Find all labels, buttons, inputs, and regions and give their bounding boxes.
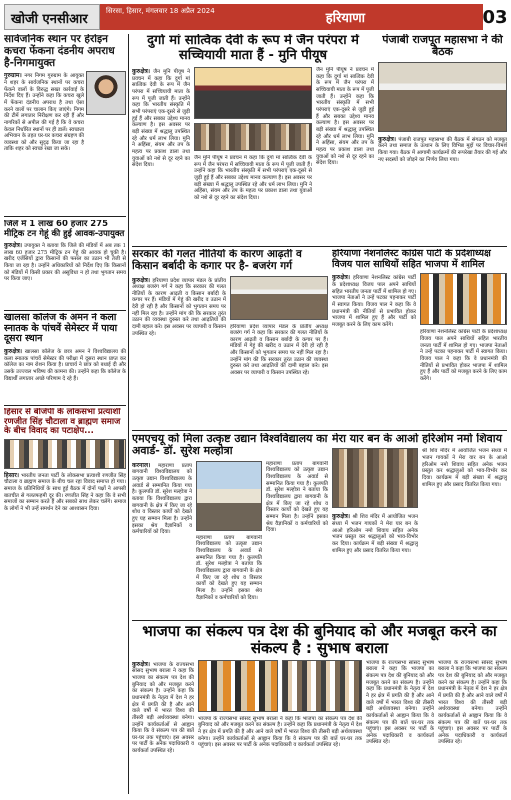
article-headline: जिले में 1 लाख 60 हजार 275 मीट्रिक टन गेहूं की हुई आवक-उपायुक्त [4,220,125,239]
article-body-cont: महाराणा प्रताप बागवानी विश्वविद्यालय को उत्कृष्ट उद्यान विश्वविद्यालय के अवार्ड से सम्मानित किया गया है। कुलपति डॉ. सुरेश मल्होत्रा ने बताया कि विश्वविद्यालय द्वारा बागवानी के क्षेत्र में किए जा रहे शोध व विस्तार कार्यों को देखते हुए यह सम्मान मिला है। उन्होंने इसका श्रेय वैज्ञानिकों व कर्मचारियों को दिया। [196,534,262,601]
article-photo [86,71,126,115]
article-body: खालसा कॉलेज के छात्र अमन ने विश्वविद्यालय की कला स्नातक पांचवें सेमेस्टर की परीक्षा में दूसरा स्थान प्राप्त कर कॉलेज का नाम रोशन किया है। प्राचार्य ने छात्र को बधाई दी और उसके उज्ज्वल भविष्य की कामना की। उन्होंने कहा कि कॉलेज के विद्यार्थी लगातार अच्छे परिणाम दे रहे हैं। [4,348,126,382]
article-body-cont: हरियाणा प्रदेश व्यापार मंडल के प्रांतीय अध्यक्ष बजरंग गर्ग ने कहा कि सरकार की गलत नीतियों के कारण आढ़ती व किसान बर्बादी के कगार पर हैं। मंडियों में गेहूं की खरीद व उठान में देरी हो रही है और किसानों को भुगतान समय पर नहीं मिल रहा है। उन्होंने मांग की कि सरकार तुरंत उठान की व्यवस्था दुरुस्त करे तथा आढ़तियों की दामी बहाल करे। इस अवसर पर व्यापारी व किसान उपस्थित रहे। [230,323,328,377]
article-body: हरियाणा प्रदेश व्यापार मंडल के प्रांतीय अध्यक्ष बजरंग गर्ग ने कहा कि सरकार की गलत नीतियों के कारण आढ़ती व किसान बर्बादी के कगार पर हैं। मंडियों में गेहूं की खरीद व उठान में देरी हो रही है और किसानों को भुगतान समय पर नहीं मिल रहा है। उन्होंने मांग की कि सरकार तुरंत उठान की व्यवस्था दुरुस्त करे तथा आढ़तियों की दामी बहाल करे। इस अवसर पर व्यापारी व किसान उपस्थित रहे। [132,277,226,337]
article-photo [230,276,328,320]
masthead-bar [100,4,481,30]
article-body-cont: भाजपा के राज्यसभा सांसद सुभाष बराला ने कहा कि भाजपा का संकल्प पत्र देश की बुनियाद को और मजबूत करने का संकल्प है। उन्होंने कहा कि प्रधानमंत्री के नेतृत्व में देश ने हर क्षेत्र में प्रगति की है और आने वाले वर्षों में भारत विश्व की तीसरी बड़ी अर्थव्यवस्था बनेगा। उन्होंने कार्यकर्ताओं से आह्वान किया कि वे संकल्प पत्र की बातें घर-घर तक पहुंचाएं। इस अवसर पर पार्टी के अनेक पदाधिकारी व कार्यकर्ता उपस्थित रहे। [198,715,362,749]
edition-date: सिरसा, हिसार, मंगलवार 18 अप्रैल 2024 [106,7,215,15]
article-photo [198,660,278,712]
article-headline: दुर्गा मां सात्विक देवी के रूप में जैन परंपरा में सच्चियायी माता हैं - मुनि पीयूष [147,34,359,63]
article-photo [4,439,126,469]
article-body-cont: श्री शिव मंदिर में आयोजित भजन संध्या में भजन गायकों ने मेरा यार बन के आओ हरिओम नमो शिवाय सहित अनेक भजन प्रस्तुत कर श्रद्धालुओं को भाव-विभोर कर दिया। कार्यक्रम में बड़ी संख्या में श्रद्धालु शामिल हुए और प्रसाद वितरित किया गया। [422,448,507,488]
article-bhajan-sandhya: मेरा यार बन के आओ हरिओम नमो शिवाय कुरुक्षेत्र। श्री शिव मंदिर में आयोजित भजन संध्या में भजन गायकों ने मेरा यार बन के आओ हरिओम नमो शिवाय सहित अनेक भजन प्रस्तुत कर श्रद्धालुओं को भाव-विभोर कर दिया। कार्यक्रम में बड़ी संख्या में श्रद्धालु शामिल हुए और प्रसाद वितरित किया गया। श्री शिव मंदिर में आयोजित भजन संध्या में भजन गायकों ने मेरा यार बन के आओ हरिओम नमो शिवाय सहित अनेक भजन प्रस्तुत कर श्रद्धालुओं को भाव-विभोर कर दिया। कार्यक्रम में बड़ी संख्या में श्रद्धालु शामिल हुए और प्रसाद वितरित किया गया। [332,433,507,554]
article-headline: पंजाबी राजपूत महासभा ने की बैठक [382,34,503,59]
article-photo [420,273,507,325]
article-vijay-pal: हरियाणा नेशनलिस्ट कांग्रेस पार्टी के प्रदेशाध्यक्ष विजय पाल साथियों सहित भाजपा में शामिल कुरुक्षेत्र। हरियाणा नेशनलिस्ट कांग्रेस पार्टी के प्रदेशाध्यक्ष विजय पाल अपने साथियों सहित भारतीय जनता पार्टी में शामिल हो गए। भाजपा नेताओं ने उन्हें पटका पहनाकर पार्टी में स्वागत किया। विजय पाल ने कहा कि वे प्रधानमंत्री की नीतियों से प्रभावित होकर भाजपा में शामिल हुए हैं और पार्टी को मजबूत करने के लिए काम करेंगे। हरियाणा नेशनलिस्ट कांग्रेस पार्टी के प्रदेशाध्यक्ष विजय पाल अपने साथियों सहित भारतीय जनता पार्टी में शामिल हो गए। भाजपा नेताओं ने उन्हें पटका पहनाकर पार्टी में स्वागत किया। विजय पाल ने कहा कि वे प्रधानमंत्री की नीतियों से प्रभावित होकर भाजपा में शामिल हुए हैं और पार्टी को मजबूत करने के लिए काम करेंगे। [332,249,507,382]
article-photo-2 [282,660,362,712]
article-photo-2 [194,123,312,151]
article-photo [196,461,262,531]
article-hisar-bjp: हिसार से बीजेपी के लोकसभा प्रत्याशी रणजीत सिंह चौटाला व ब्राह्मण समाज के बीच विवाद का पटाक्षेप... हिसार। भारतीय जनता पार्टी के लोकसभा प्रत्याशी रणजीत सिंह चौटाला व ब्राह्मण समाज के बीच चल रहा विवाद समाप्त हो गया। समाज के प्रतिनिधियों के साथ हुई बैठक में दोनों पक्षों ने आपसी बातचीत से गलतफहमी दूर की। रणजीत सिंह ने कहा कि वे सभी समाजों का सम्मान करते हैं और सबको साथ लेकर चलेंगे। समाज के लोगों ने भी उन्हें समर्थन देने का आश्वासन दिया। [4,408,126,512]
article-body-cont-2: महाराणा प्रताप बागवानी विश्वविद्यालय को उत्कृष्ट उद्यान विश्वविद्यालय के अवार्ड से सम्मानित किया गया है। कुलपति डॉ. सुरेश मल्होत्रा ने बताया कि विश्वविद्यालय द्वारा बागवानी के क्षेत्र में किए जा रहे शोध व विस्तार कार्यों को देखते हुए यह सम्मान मिला है। उन्होंने इसका श्रेय वैज्ञानिकों व कर्मचारियों को दिया। [266,460,328,534]
article-body-cont-3: भाजपा के राज्यसभा सांसद सुभाष बराला ने कहा कि भाजपा का संकल्प पत्र देश की बुनियाद को और मजबूत करने का संकल्प है। उन्होंने कहा कि प्रधानमंत्री के नेतृत्व में देश ने हर क्षेत्र में प्रगति की है और आने वाले वर्षों में भारत विश्व की तीसरी बड़ी अर्थव्यवस्था बनेगा। उन्होंने कार्यकर्ताओं से आह्वान किया कि वे संकल्प पत्र की बातें घर-घर तक पहुंचाएं। इस अवसर पर पार्टी के अनेक पदाधिकारी व कार्यकर्ता उपस्थित रहे। [438,659,507,746]
article-punjabi-rajput: पंजाबी राजपूत महासभा ने की बैठक कुरुक्षेत्र। पंजाबी राजपूत महासभा की बैठक में संगठन को मजबूत करने तथा समाज के उत्थान के लिए विभिन्न मुद्दों पर विचार-विमर्श किया गया। बैठक में आगामी कार्यक्रमों की रूपरेखा तैयार की गई और नए सदस्यों को जोड़ने का निर्णय लिया गया। [378,34,507,163]
article-subhash-barala: भाजपा का संकल्प पत्र देश की बुनियाद को और मजबूत करने का संकल्प है : सुभाष बराला कुरुक्षेत्र। भाजपा के राज्यसभा सांसद सुभाष बराला ने कहा कि भाजपा का संकल्प पत्र देश की बुनियाद को और मजबूत करने का संकल्प है। उन्होंने कहा कि प्रधानमंत्री के नेतृत्व में देश ने हर क्षेत्र में प्रगति की है और आने वाले वर्षों में भारत विश्व की तीसरी बड़ी अर्थव्यवस्था बनेगा। उन्होंने कार्यकर्ताओं से आह्वान किया कि वे संकल्प पत्र की बातें घर-घर तक पहुंचाएं। इस अवसर पर पार्टी के अनेक पदाधिकारी व कार्यकर्ता उपस्थित रहे। भाजपा के राज्यसभा सांसद सुभाष बराला ने कहा कि भाजपा का संकल्प पत्र देश की बुनियाद को और मजबूत करने का संकल्प है। उन्होंने कहा कि प्रधानमंत्री के नेतृत्व में देश ने हर क्षेत्र में प्रगति की है और आने वाले वर्षों में भारत विश्व की तीसरी बड़ी अर्थव्यवस्था बनेगा। उन्होंने कार्यकर्ताओं से आह्वान किया कि वे संकल्प पत्र की बातें घर-घर तक पहुंचाएं। इस अवसर पर पार्टी के अनेक पदाधिकारी व कार्यकर्ता उपस्थित रहे। भाजपा के राज्यसभा सांसद सुभाष बराला ने कहा कि भाजपा का संकल्प पत्र देश की बुनियाद को और मजबूत करने का संकल्प है। उन्होंने कहा कि प्रधानमंत्री के नेतृत्व में देश ने हर क्षेत्र में प्रगति की है और आने वाले वर्षों में भारत विश्व की तीसरी बड़ी अर्थव्यवस्था बनेगा। उन्होंने कार्यकर्ताओं से आह्वान किया कि वे संकल्प पत्र की बातें घर-घर तक पहुंचाएं। इस अवसर पर पार्टी के अनेक पदाधिकारी व कार्यकर्ता उपस्थित रहे। भाजपा के राज्यसभा सांसद सुभाष बराला ने कहा कि भाजपा का संकल्प पत्र देश की बुनियाद को और मजबूत करने का संकल्प है। उन्होंने कहा कि प्रधानमंत्री के नेतृत्व में देश ने हर क्षेत्र में प्रगति की है और आने वाले वर्षों में भारत विश्व की तीसरी बड़ी अर्थव्यवस्था बनेगा। उन्होंने कार्यकर्ताओं से आह्वान किया कि वे संकल्प पत्र की बातें घर-घर तक पहुंचाएं। इस अवसर पर पार्टी के अनेक पदाधिकारी व कार्यकर्ता उपस्थित रहे। [132,623,507,755]
article-body-cont-2: जैन मुनि पीयूष ने प्रवचन में कहा कि दुर्गा मां सात्विक देवी के रूप में जैन परंपरा में सच्चियायी माता के रूप में पूजी जाती हैं। उन्होंने कहा कि भारतीय संस्कृति में सभी परंपराएं एक-दूसरे से जुड़ी हुई हैं और सबका उद्देश्य मानव कल्याण है। इस अवसर पर बड़ी संख्या में श्रद्धालु उपस्थित रहे और धर्म लाभ लिया। मुनि ने अहिंसा, संयम और तप के महत्व पर प्रकाश डाला तथा युवाओं को नशे से दूर रहने का संदेश दिया। [316,67,374,167]
article-photo [378,62,507,132]
article-headline: सार्वजनिक स्थान पर हेरोइन कचरा फेंकना दंडनीय अपराध है-निगमायुक्त [4,34,115,69]
article-body: महाराणा प्रताप बागवानी विश्वविद्यालय को उत्कृष्ट उद्यान विश्वविद्यालय के अवार्ड से सम्मानित किया गया है। कुलपति डॉ. सुरेश मल्होत्रा ने बताया कि विश्वविद्यालय द्वारा बागवानी के क्षेत्र में किए जा रहे शोध व विस्तार कार्यों को देखते हुए यह सम्मान मिला है। उन्होंने इसका श्रेय वैज्ञानिकों व कर्मचारियों को दिया। [132,462,192,536]
article-body: पंजाबी राजपूत महासभा की बैठक में संगठन को मजबूत करने तथा समाज के उत्थान के लिए विभिन्न मुद्दों पर विचार-विमर्श किया गया। बैठक में आगामी कार्यक्रमों की रूपरेखा तैयार की गई और नए सदस्यों को जोड़ने का निर्णय लिया गया। [378,136,507,163]
article-body: जैन मुनि पीयूष ने प्रवचन में कहा कि दुर्गा मां सात्विक देवी के रूप में जैन परंपरा में सच्चियायी माता के रूप में पूजी जाती हैं। उन्होंने कहा कि भारतीय संस्कृति में सभी परंपराएं एक-दूसरे से जुड़ी हुई हैं और सबका उद्देश्य मानव कल्याण है। इस अवसर पर बड़ी संख्या में श्रद्धालु उपस्थित रहे और धर्म लाभ लिया। मुनि ने अहिंसा, संयम और तप के महत्व पर प्रकाश डाला तथा युवाओं को नशे से दूर रहने का संदेश दिया। [132,69,190,169]
article-headline: हिसार से बीजेपी के लोकसभा प्रत्याशी रणजीत सिंह चौटाला व ब्राह्मण समाज के बीच विवाद का पटाक्षेप... [4,408,121,437]
article-headline: भाजपा का संकल्प पत्र देश की बुनियाद को और मजबूत करने का संकल्प है : सुभाष बराला [142,623,497,657]
article-body: भाजपा के राज्यसभा सांसद सुभाष बराला ने कहा कि भाजपा का संकल्प पत्र देश की बुनियाद को और मजबूत करने का संकल्प है। उन्होंने कहा कि प्रधानमंत्री के नेतृत्व में देश ने हर क्षेत्र में प्रगति की है और आने वाले वर्षों में भारत विश्व की तीसरी बड़ी अर्थव्यवस्था बनेगा। उन्होंने कार्यकर्ताओं से आह्वान किया कि वे संकल्प पत्र की बातें घर-घर तक पहुंचाएं। इस अवसर पर पार्टी के अनेक पदाधिकारी व कार्यकर्ता उपस्थित रहे। [132,661,194,755]
article-body: नगर निगम गुरुग्राम के आयुक्त ने शहर के सार्वजनिक स्थानों पर कचरा फेंकने वालों के विरुद्ध सख्त कार्रवाई के निर्देश दिए हैं। उन्होंने कहा कि कचरा खुले में फेंकना दंडनीय अपराध है तथा ऐसा करने वालों पर चालान किए जाएंगे। निगम की टीमें लगातार निरीक्षण कर रही हैं और नागरिकों से अपील की गई है कि वे कचरा केवल निर्धारित स्थानों पर ही डालें। स्वच्छता अभियान के तहत घर-घर कचरा संग्रहण की व्यवस्था को और सुदृढ़ किया जा रहा है ताकि शहर को स्वच्छ रखा जा सके। [4,73,84,153]
article-photo [194,67,312,119]
article-durga-jain: दुर्गा मां सात्विक देवी के रूप में जैन परंपरा में सच्चियायी माता हैं - मुनि पीयूष कुरुक्षेत्र। जैन मुनि पीयूष ने प्रवचन में कहा कि दुर्गा मां सात्विक देवी के रूप में जैन परंपरा में सच्चियायी माता के रूप में पूजी जाती हैं। उन्होंने कहा कि भारतीय संस्कृति में सभी परंपराएं एक-दूसरे से जुड़ी हुई हैं और सबका उद्देश्य मानव कल्याण है। इस अवसर पर बड़ी संख्या में श्रद्धालु उपस्थित रहे और धर्म लाभ लिया। मुनि ने अहिंसा, संयम और तप के महत्व पर प्रकाश डाला तथा युवाओं को नशे से दूर रहने का संदेश दिया। जैन मुनि पीयूष ने प्रवचन में कहा कि दुर्गा मां सात्विक देवी के रूप में जैन परंपरा में सच्चियायी माता के रूप में पूजी जाती हैं। उन्होंने कहा कि भारतीय संस्कृति में सभी परंपराएं एक-दूसरे से जुड़ी हुई हैं और सबका उद्देश्य मानव कल्याण है। इस अवसर पर बड़ी संख्या में श्रद्धालु उपस्थित रहे और धर्म लाभ लिया। मुनि ने अहिंसा, संयम और तप के महत्व पर प्रकाश डाला तथा युवाओं को नशे से दूर रहने का संदेश दिया। जैन मुनि पीयूष ने प्रवचन में कहा कि दुर्गा मां सात्विक देवी के रूप में जैन परंपरा में सच्चियायी माता के रूप में पूजी जाती हैं। उन्होंने कहा कि भारतीय संस्कृति में सभी परंपराएं एक-दूसरे से जुड़ी हुई हैं और सबका उद्देश्य मानव कल्याण है। इस अवसर पर बड़ी संख्या में श्रद्धालु उपस्थित रहे और धर्म लाभ लिया। मुनि ने अहिंसा, संयम और तप के महत्व पर प्रकाश डाला तथा युवाओं को नशे से दूर रहने का संदेश दिया। [132,34,374,202]
article-headline: मेरा यार बन के आओ हरिओम नमो शिवाय [332,433,503,445]
masthead [4,4,507,30]
article-body-cont-2: भाजपा के राज्यसभा सांसद सुभाष बराला ने कहा कि भाजपा का संकल्प पत्र देश की बुनियाद को और मजबूत करने का संकल्प है। उन्होंने कहा कि प्रधानमंत्री के नेतृत्व में देश ने हर क्षेत्र में प्रगति की है और आने वाले वर्षों में भारत विश्व की तीसरी बड़ी अर्थव्यवस्था बनेगा। उन्होंने कार्यकर्ताओं से आह्वान किया कि वे संकल्प पत्र की बातें घर-घर तक पहुंचाएं। इस अवसर पर पार्टी के अनेक पदाधिकारी व कार्यकर्ता उपस्थित रहे। [366,659,434,746]
article-photo [332,448,418,508]
article-khalsa-college: खालसा कॉलेज के अमन ने कला स्नातक के पांचवें सेमेस्टर में पाया दूसरा स्थान कुरुक्षेत्र। खालसा कॉलेज के छात्र अमन ने विश्वविद्यालय की कला स्नातक पांचवें सेमेस्टर की परीक्षा में दूसरा स्थान प्राप्त कर कॉलेज का नाम रोशन किया है। प्राचार्य ने छात्र को बधाई दी और उसके उज्ज्वल भविष्य की कामना की। उन्होंने कहा कि कॉलेज के विद्यार्थी लगातार अच्छे परिणाम दे रहे हैं। [4,313,126,382]
article-body-cont: हरियाणा नेशनलिस्ट कांग्रेस पार्टी के प्रदेशाध्यक्ष विजय पाल अपने साथियों सहित भारतीय जनता पार्टी में शामिल हो गए। भाजपा नेताओं ने उन्हें पटका पहनाकर पार्टी में स्वागत किया। विजय पाल ने कहा कि वे प्रधानमंत्री की नीतियों से प्रभावित होकर भाजपा में शामिल हुए हैं और पार्टी को मजबूत करने के लिए काम करेंगे। [420,329,507,382]
article-body: श्री शिव मंदिर में आयोजित भजन संध्या में भजन गायकों ने मेरा यार बन के आओ हरिओम नमो शिवाय सहित अनेक भजन प्रस्तुत कर श्रद्धालुओं को भाव-विभोर कर दिया। कार्यक्रम में बड़ी संख्या में श्रद्धालु शामिल हुए और प्रसाद वितरित किया गया। [332,514,418,554]
newspaper-logo: खोजी एनसीआर [4,4,100,30]
article-hazardous-waste: सार्वजनिक स्थान पर हेरोइन कचरा फेंकना दंडनीय अपराध है-निगमायुक्त गुरुग्राम। नगर निगम गुरुग्राम के आयुक्त ने शहर के सार्वजनिक स्थानों पर कचरा फेंकने वालों के विरुद्ध सख्त कार्रवाई के निर्देश दिए हैं। उन्होंने कहा कि कचरा खुले में फेंकना दंडनीय अपराध है तथा ऐसा करने वालों पर चालान किए जाएंगे। निगम की टीमें लगातार निरीक्षण कर रही हैं और नागरिकों से अपील की गई है कि वे कचरा केवल निर्धारित स्थानों पर ही डालें। स्वच्छता अभियान के तहत घर-घर कचरा संग्रहण की व्यवस्था को और सुदृढ़ किया जा रहा है ताकि शहर को स्वच्छ रखा जा सके। [4,34,126,154]
article-body: उपायुक्त ने बताया कि जिले की मंडियों में अब तक 1 लाख 60 हजार 275 मीट्रिक टन गेहूं की आवक हो चुकी है। खरीद एजेंसियों द्वारा किसानों की फसल का उठान भी तेजी से किया जा रहा है। उन्होंने अधिकारियों को निर्देश दिए कि किसानों को मंडियों में किसी प्रकार की असुविधा न हो तथा भुगतान समय पर किया जाए। [4,243,126,283]
article-headline: खालसा कॉलेज के अमन ने कला स्नातक के पांचवें सेमेस्टर में पाया दूसरा स्थान [4,313,118,345]
article-body: भारतीय जनता पार्टी के लोकसभा प्रत्याशी रणजीत सिंह चौटाला व ब्राह्मण समाज के बीच चल रहा विवाद समाप्त हो गया। समाज के प्रतिनिधियों के साथ हुई बैठक में दोनों पक्षों ने आपसी बातचीत से गलतफहमी दूर की। रणजीत सिंह ने कहा कि वे सभी समाजों का सम्मान करते हैं और सबको साथ लेकर चलेंगे। समाज के लोगों ने भी उन्हें समर्थन देने का आश्वासन दिया। [4,472,126,512]
article-body: हरियाणा नेशनलिस्ट कांग्रेस पार्टी के प्रदेशाध्यक्ष विजय पाल अपने साथियों सहित भारतीय जनता पार्टी में शामिल हो गए। भाजपा नेताओं ने उन्हें पटका पहनाकर पार्टी में स्वागत किया। विजय पाल ने कहा कि वे प्रधानमंत्री की नीतियों से प्रभावित होकर भाजपा में शामिल हुए हैं और पार्टी को मजबूत करने के लिए काम करेंगे। [332,275,416,328]
article-bajrang-garg: सरकार की गलत नीतियों के कारण आढ़ती व किसान बर्बादी के कगार पर है- बजरंग गर्ग कुरुक्षेत्र। हरियाणा प्रदेश व्यापार मंडल के प्रांतीय अध्यक्ष बजरंग गर्ग ने कहा कि सरकार की गलत नीतियों के कारण आढ़ती व किसान बर्बादी के कगार पर हैं। मंडियों में गेहूं की खरीद व उठान में देरी हो रही है और किसानों को भुगतान समय पर नहीं मिल रहा है। उन्होंने मांग की कि सरकार तुरंत उठान की व्यवस्था दुरुस्त करे तथा आढ़तियों की दामी बहाल करे। इस अवसर पर व्यापारी व किसान उपस्थित रहे। हरियाणा प्रदेश व्यापार मंडल के प्रांतीय अध्यक्ष बजरंग गर्ग ने कहा कि सरकार की गलत नीतियों के कारण आढ़ती व किसान बर्बादी के कगार पर हैं। मंडियों में गेहूं की खरीद व उठान में देरी हो रही है और किसानों को भुगतान समय पर नहीं मिल रहा है। उन्होंने मांग की कि सरकार तुरंत उठान की व्यवस्था दुरुस्त करे तथा आढ़तियों की दामी बहाल करे। इस अवसर पर व्यापारी व किसान उपस्थित रहे। [132,249,328,377]
article-headline: हरियाणा नेशनलिस्ट कांग्रेस पार्टी के प्रदेशाध्यक्ष विजय पाल साथियों सहित भाजपा में शामिल [332,249,491,270]
page-number: 03 [481,4,507,30]
article-body-cont: जैन मुनि पीयूष ने प्रवचन में कहा कि दुर्गा मां सात्विक देवी के रूप में जैन परंपरा में सच्चियायी माता के रूप में पूजी जाती हैं। उन्होंने कहा कि भारतीय संस्कृति में सभी परंपराएं एक-दूसरे से जुड़ी हुई हैं और सबका उद्देश्य मानव कल्याण है। इस अवसर पर बड़ी संख्या में श्रद्धालु उपस्थित रहे और धर्म लाभ लिया। मुनि ने अहिंसा, संयम और तप के महत्व पर प्रकाश डाला तथा युवाओं को नशे से दूर रहने का संदेश दिया। [194,155,312,202]
article-mhu-award: एमएचयू को मिला उत्कृष्ट उद्यान विश्वविद्यालय का अवार्ड- डॉ. सुरेश मल्होत्रा करनाल। महाराणा प्रताप बागवानी विश्वविद्यालय को उत्कृष्ट उद्यान विश्वविद्यालय के अवार्ड से सम्मानित किया गया है। कुलपति डॉ. सुरेश मल्होत्रा ने बताया कि विश्वविद्यालय द्वारा बागवानी के क्षेत्र में किए जा रहे शोध व विस्तार कार्यों को देखते हुए यह सम्मान मिला है। उन्होंने इसका श्रेय वैज्ञानिकों व कर्मचारियों को दिया। महाराणा प्रताप बागवानी विश्वविद्यालय को उत्कृष्ट उद्यान विश्वविद्यालय के अवार्ड से सम्मानित किया गया है। कुलपति डॉ. सुरेश मल्होत्रा ने बताया कि विश्वविद्यालय द्वारा बागवानी के क्षेत्र में किए जा रहे शोध व विस्तार कार्यों को देखते हुए यह सम्मान मिला है। उन्होंने इसका श्रेय वैज्ञानिकों व कर्मचारियों को दिया। महाराणा प्रताप बागवानी विश्वविद्यालय को उत्कृष्ट उद्यान विश्वविद्यालय के अवार्ड से सम्मानित किया गया है। कुलपति डॉ. सुरेश मल्होत्रा ने बताया कि विश्वविद्यालय द्वारा बागवानी के क्षेत्र में किए जा रहे शोध व विस्तार कार्यों को देखते हुए यह सम्मान मिला है। उन्होंने इसका श्रेय वैज्ञानिकों व कर्मचारियों को दिया। [132,433,328,601]
article-headline: सरकार की गलत नीतियों के कारण आढ़ती व किसान बर्बादी के कगार पर है- बजरंग गर्ग [132,249,302,272]
article-wheat-arrival: जिले में 1 लाख 60 हजार 275 मीट्रिक टन गेहूं की हुई आवक-उपायुक्त कुरुक्षेत्र। उपायुक्त ने बताया कि जिले की मंडियों में अब तक 1 लाख 60 हजार 275 मीट्रिक टन गेहूं की आवक हो चुकी है। खरीद एजेंसियों द्वारा किसानों की फसल का उठान भी तेजी से किया जा रहा है। उन्होंने अधिकारियों को निर्देश दिए कि किसानों को मंडियों में किसी प्रकार की असुविधा न हो तथा भुगतान समय पर किया जाए। [4,220,126,283]
section-title: हरियाणा [325,11,365,26]
article-headline: एमएचयू को मिला उत्कृष्ट उद्यान विश्वविद्यालय का अवार्ड- डॉ. सुरेश मल्होत्रा [132,433,328,458]
